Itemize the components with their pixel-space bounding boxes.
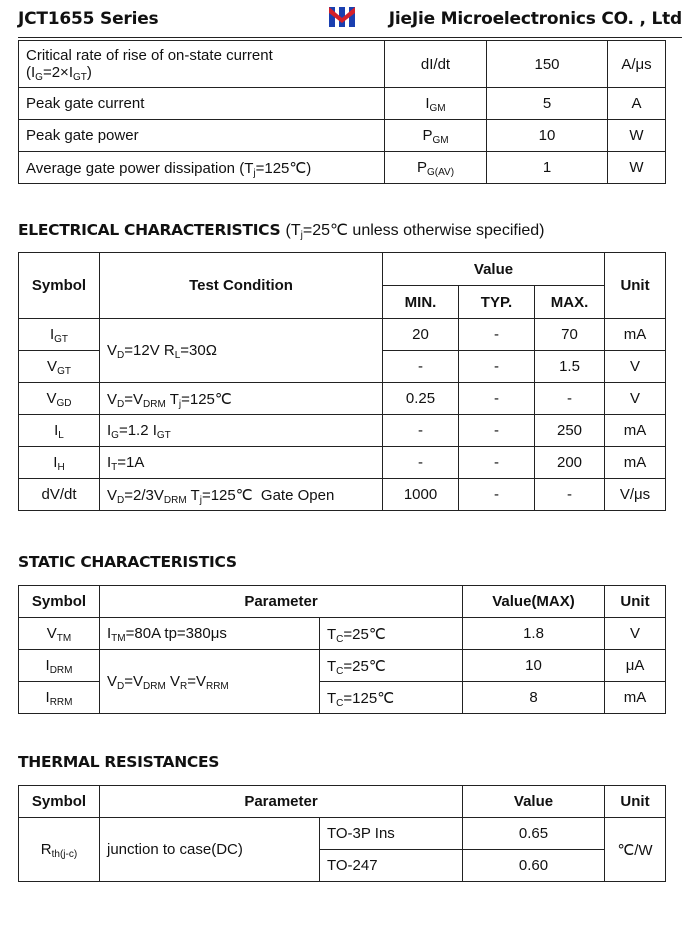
- cond-text: I: [107, 422, 112, 439]
- symbol-cell: [385, 88, 487, 120]
- max-ratings-table: [18, 40, 666, 184]
- cond-sub: DRM: [143, 681, 166, 692]
- symbol-text: R: [40, 841, 52, 858]
- table-row: [19, 650, 666, 682]
- cond-sub: DRM: [143, 398, 166, 410]
- unit-cell: W: [608, 120, 666, 152]
- table-header-row: [19, 253, 666, 286]
- table-row: [19, 152, 666, 184]
- value-cell: 10: [487, 120, 608, 152]
- header-unit: Unit: [605, 253, 666, 319]
- cond-sub: D: [117, 350, 125, 361]
- table-row: [19, 41, 666, 88]
- header-unit: Unit: [605, 586, 666, 618]
- param-cell: [19, 152, 385, 184]
- cond-text: T: [327, 657, 337, 675]
- param-cell: [19, 41, 385, 88]
- cond-text: (T: [285, 222, 301, 239]
- max-cell: 70: [535, 319, 605, 351]
- param-sub: GT: [72, 72, 87, 83]
- value-cell: 150: [487, 41, 608, 88]
- table-row: [19, 319, 666, 351]
- header-symbol: Symbol: [19, 253, 100, 319]
- param-text: Average gate power dissipation (T: [26, 159, 254, 177]
- cond-sub: TM: [111, 633, 126, 644]
- unit-cell: μA: [605, 650, 666, 682]
- unit-cell: V: [605, 351, 666, 383]
- symbol-sub: GT: [54, 334, 69, 345]
- header-value: Value: [463, 786, 605, 818]
- table-header-row: [19, 586, 666, 618]
- cond-sub: T: [111, 462, 118, 473]
- value-cell: 10: [463, 650, 605, 682]
- cond-text: =80A tp=380μs: [125, 625, 227, 642]
- symbol-text: I: [45, 657, 50, 674]
- symbol-cell: dV/dt: [19, 479, 100, 511]
- cond-text: T: [186, 486, 200, 504]
- condition-cell: [100, 447, 383, 479]
- header-max: MAX.: [535, 286, 605, 319]
- condition-cell: [100, 319, 383, 383]
- symbol-text: I: [54, 422, 59, 439]
- cond-text: =2/3V: [124, 486, 164, 504]
- max-cell: 250: [535, 415, 605, 447]
- unit-cell: mA: [605, 415, 666, 447]
- symbol-cell: [385, 120, 487, 152]
- typ-cell: -: [459, 319, 535, 351]
- cond-sub: R: [179, 681, 188, 692]
- temperature-cell: [320, 650, 463, 682]
- temperature-cell: [320, 682, 463, 714]
- symbol-text: P: [422, 127, 433, 144]
- cond-text: V: [165, 673, 180, 690]
- symbol-text: P: [416, 159, 427, 176]
- condition-cell: [100, 415, 383, 447]
- unit-cell: V/μs: [605, 479, 666, 511]
- max-cell: -: [535, 479, 605, 511]
- typ-cell: -: [459, 383, 535, 415]
- table-row: [19, 818, 666, 850]
- header-parameter: Parameter: [100, 586, 463, 618]
- cond-sub: C: [336, 697, 344, 709]
- condition-cell: [100, 479, 383, 511]
- param-cell: Peak gate power: [19, 120, 385, 152]
- header-min: MIN.: [383, 286, 459, 319]
- header-test-condition: Test Condition: [100, 253, 383, 319]
- cond-text: =1.2 I: [118, 422, 157, 439]
- table-row: [19, 383, 666, 415]
- cond-sub: RRM: [205, 681, 229, 692]
- jiejie-logo-icon: [328, 4, 358, 30]
- electrical-characteristics-table: [18, 252, 666, 511]
- typ-cell: -: [459, 415, 535, 447]
- symbol-text: I: [425, 95, 430, 112]
- unit-cell: mA: [605, 447, 666, 479]
- cond-sub: D: [117, 494, 125, 506]
- cond-sub: j: [199, 494, 202, 506]
- value-cell: 1: [487, 152, 608, 184]
- param-line: [26, 64, 384, 81]
- header-unit: Unit: [605, 786, 666, 818]
- param-text: =2×I: [42, 64, 73, 81]
- table-row: [19, 479, 666, 511]
- param-line: Critical rate of rise of on-state current: [26, 47, 273, 64]
- cond-text: T: [165, 390, 179, 408]
- value-cell: 5: [487, 88, 608, 120]
- symbol-cell: [19, 818, 100, 882]
- symbol-cell: [19, 351, 100, 383]
- cond-text: =25℃: [343, 625, 386, 643]
- condition-cell: [100, 383, 383, 415]
- cond-text: =125℃: [181, 390, 232, 408]
- temperature-cell: [320, 618, 463, 650]
- symbol-cell: [19, 447, 100, 479]
- symbol-sub: GM: [432, 135, 449, 146]
- table-row: [19, 88, 666, 120]
- symbol-sub: GM: [429, 103, 446, 114]
- series-title: JCT1655 Series: [18, 9, 159, 29]
- unit-cell: A/μs: [608, 41, 666, 88]
- cond-sub: C: [336, 633, 344, 645]
- symbol-cell: [19, 682, 100, 714]
- symbol-text: I: [49, 326, 55, 343]
- section-title-condition: [286, 222, 545, 239]
- symbol-sub: H: [57, 462, 65, 473]
- symbol-cell: [19, 618, 100, 650]
- cond-sub: GT: [156, 430, 171, 441]
- electrical-section-title: [18, 220, 545, 240]
- cond-sub: C: [336, 665, 344, 677]
- unit-cell: V: [605, 618, 666, 650]
- cond-text: =12V R: [124, 342, 175, 359]
- cond-text: =1A: [117, 454, 145, 471]
- symbol-text: V: [46, 625, 57, 642]
- table-row: [19, 447, 666, 479]
- typ-cell: -: [459, 351, 535, 383]
- section-title-text: ELECTRICAL CHARACTERISTICS: [18, 221, 281, 239]
- cond-text: I: [107, 454, 112, 471]
- cond-text: =25℃: [343, 657, 386, 675]
- cond-text: T: [327, 689, 337, 707]
- thermal-resistances-table: [18, 785, 666, 882]
- header-symbol: Symbol: [19, 786, 100, 818]
- header-value: Value: [383, 253, 605, 286]
- page-header: [18, 4, 682, 34]
- table-row: [19, 618, 666, 650]
- cond-sub: G: [111, 430, 119, 441]
- symbol-sub: GT: [57, 366, 71, 377]
- condition-cell: [100, 650, 320, 714]
- symbol-text: I: [53, 454, 58, 471]
- symbol-text: V: [47, 358, 58, 375]
- cond-text: =125℃ Gate Open: [201, 486, 335, 504]
- header-symbol: Symbol: [19, 586, 100, 618]
- symbol-text: I: [45, 689, 50, 706]
- unit-cell: A: [608, 88, 666, 120]
- min-cell: 1000: [383, 479, 459, 511]
- symbol-sub: L: [58, 430, 64, 441]
- cond-text: =V: [187, 673, 206, 690]
- header-typ: TYP.: [459, 286, 535, 319]
- symbol-cell: [19, 383, 100, 415]
- typ-cell: -: [459, 447, 535, 479]
- cond-sub: DRM: [163, 494, 187, 506]
- param-text: ): [86, 64, 92, 81]
- symbol-text: V: [46, 390, 57, 407]
- value-cell: 0.65: [463, 818, 605, 850]
- company-name: JieJie Microelectronics CO. , Ltd: [388, 9, 682, 29]
- symbol-cell: [19, 415, 100, 447]
- min-cell: -: [383, 447, 459, 479]
- cond-sub: j: [300, 230, 303, 241]
- symbol-cell: [19, 319, 100, 351]
- table-row: [19, 415, 666, 447]
- symbol-sub: DRM: [49, 665, 73, 676]
- cond-sub: D: [117, 681, 125, 692]
- cond-text: V: [107, 390, 118, 408]
- cond-text: =30Ω: [180, 342, 217, 359]
- min-cell: 20: [383, 319, 459, 351]
- symbol-cell: [19, 650, 100, 682]
- cond-text: =V: [124, 673, 144, 690]
- param-text: (I: [26, 64, 36, 81]
- cond-sub: D: [117, 398, 125, 410]
- thermal-section-title: THERMAL RESISTANCES: [18, 753, 220, 771]
- symbol-cell: [385, 152, 487, 184]
- param-cell: Peak gate current: [19, 88, 385, 120]
- header-divider: [18, 37, 682, 38]
- condition-cell: [100, 618, 320, 650]
- min-cell: 0.25: [383, 383, 459, 415]
- static-characteristics-table: [18, 585, 666, 714]
- max-cell: 1.5: [535, 351, 605, 383]
- unit-cell: ℃/W: [605, 818, 666, 882]
- min-cell: -: [383, 415, 459, 447]
- max-cell: -: [535, 383, 605, 415]
- param-text: =125℃): [255, 159, 312, 177]
- cond-text: =25℃ unless otherwise specified): [302, 222, 545, 239]
- max-cell: 200: [535, 447, 605, 479]
- typ-cell: -: [459, 479, 535, 511]
- table-row: [19, 120, 666, 152]
- cond-sub: L: [174, 350, 181, 361]
- value-cell: 0.60: [463, 850, 605, 882]
- symbol-sub: GD: [56, 398, 72, 409]
- parameter-cell: junction to case(DC): [100, 818, 320, 882]
- header-parameter: Parameter: [100, 786, 463, 818]
- unit-cell: V: [605, 383, 666, 415]
- symbol-sub: TM: [56, 633, 72, 644]
- package-cell: TO-3P Ins: [320, 818, 463, 850]
- param-sub: j: [253, 167, 256, 179]
- cond-text: T: [327, 625, 337, 643]
- cond-text: V: [107, 673, 118, 690]
- cond-text: V: [107, 342, 118, 359]
- cond-text: =125℃: [343, 689, 395, 707]
- static-section-title: STATIC CHARACTERISTICS: [18, 553, 237, 571]
- symbol-sub: th(j-c): [51, 849, 78, 860]
- param-sub: G: [35, 72, 43, 83]
- header-value: Value(MAX): [463, 586, 605, 618]
- table-header-row: [19, 786, 666, 818]
- cond-text: V: [107, 486, 118, 504]
- unit-cell: mA: [605, 319, 666, 351]
- value-cell: 1.8: [463, 618, 605, 650]
- cond-text: I: [107, 625, 112, 642]
- cond-text: =V: [124, 390, 144, 408]
- symbol-cell: dI/dt: [385, 41, 487, 88]
- min-cell: -: [383, 351, 459, 383]
- symbol-sub: G(AV): [426, 167, 455, 178]
- unit-cell: W: [608, 152, 666, 184]
- unit-cell: mA: [605, 682, 666, 714]
- value-cell: 8: [463, 682, 605, 714]
- package-cell: TO-247: [320, 850, 463, 882]
- cond-sub: j: [178, 398, 182, 410]
- symbol-sub: RRM: [49, 697, 73, 708]
